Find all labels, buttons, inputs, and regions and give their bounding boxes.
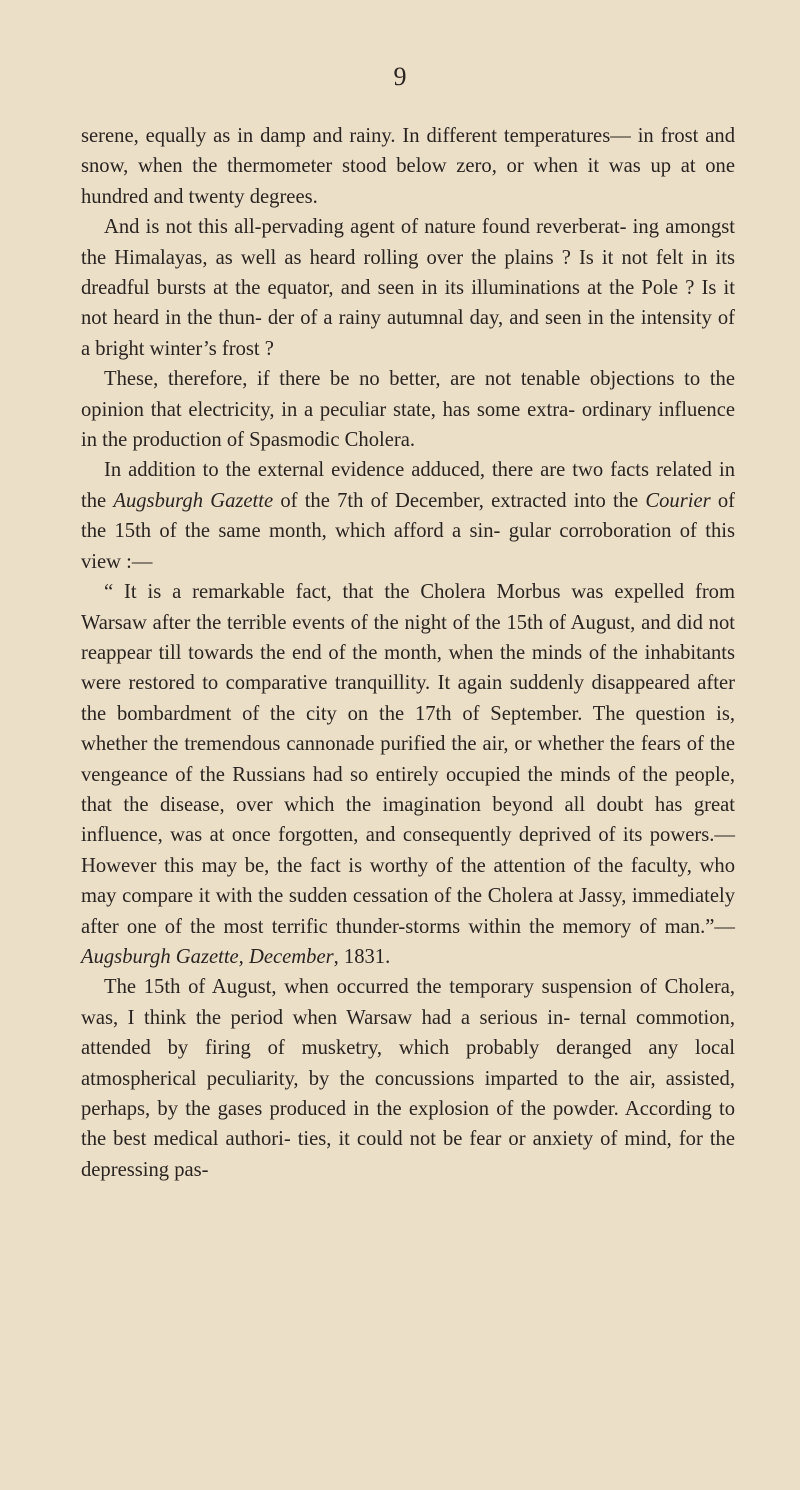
paragraph-text: In addition to the external evidence adduced, there are two facts related in the — [81, 459, 735, 512]
paragraph — [81, 577, 735, 972]
paragraph-text: The 15th of August, when occurred the temporary suspension of Cholera, was, I think the period when Warsaw had a serious in- ternal commotion, attended by firing of musketry, which probably deranged any local atmospherical peculiarity, by the concussions imparted to the air, assisted, perhaps, by the gases produced in the explosion of the powder. According to the best medical authori- ties, it could not be fear or anxiety of mind, for the depressing pas- — [81, 976, 735, 1181]
paragraph — [81, 455, 735, 577]
paragraph — [81, 972, 735, 1185]
paragraph-text: of the 15th of the same month, which afford a sin- gular corroboration of this view :— — [81, 489, 735, 573]
paragraph-text: And is not this all-pervading agent of nature found reverberat- ing amongst the Himalayas, as well as heard rolling over the plains ? Is it not felt in its dreadful bursts at the equator, and seen in its illuminations at the Pole ? Is it not heard in the thun- der of a rainy autumnal day, and seen in the intensity of a bright winter’s frost ? — [81, 216, 735, 360]
italic-text: Courier — [645, 489, 711, 512]
paragraph-text: serene, equally as in damp and rainy. In different temperatures— in frost and snow, when the thermometer stood below zero, or when it was up at one hundred and twenty degrees. — [81, 125, 735, 208]
paragraph-text: “ It is a remarkable fact, that the Cholera Morbus was expelled from Warsaw after the terrible events of the night of the 15th of August, and did not reappear till towards the end of the month, when the minds of the inhabitants were restored to comparative tranquillity. It again suddenly disappeared after the bombardment of the city on the 17th of September. The question is, whether the tremendous cannonade purified the air, or whether the fears of the vengeance of the Russians had so entirely occupied the minds of the people, that the disease, over which the imagination beyond all doubt has great influence, was at once forgotten, and consequently deprived of its powers.—However this may be, the fact is worthy of the attention of the faculty, who may compare it with the sudden cessation of the Cholera at Jassy, immediately after one of the most terrific thunder-storms within the memory of man.”— — [81, 581, 735, 938]
paragraph-text: of the 7th of December, extracted into the — [273, 489, 646, 512]
paragraph — [81, 121, 735, 212]
body-text — [81, 121, 735, 1185]
paragraph — [81, 212, 735, 364]
paragraph — [81, 364, 735, 455]
italic-text: Augsburgh Gazette — [113, 489, 274, 512]
paragraph-text: , 1831. — [333, 945, 391, 968]
page-number: 9 — [393, 62, 407, 91]
paragraph-text: These, therefore, if there be no better, are not tenable objections to the opinion that electricity, in a peculiar state, has some extra- ordinary influence in the production of Spasmodic Cholera. — [81, 368, 735, 452]
italic-text: Augsburgh Gazette, December — [81, 945, 334, 968]
